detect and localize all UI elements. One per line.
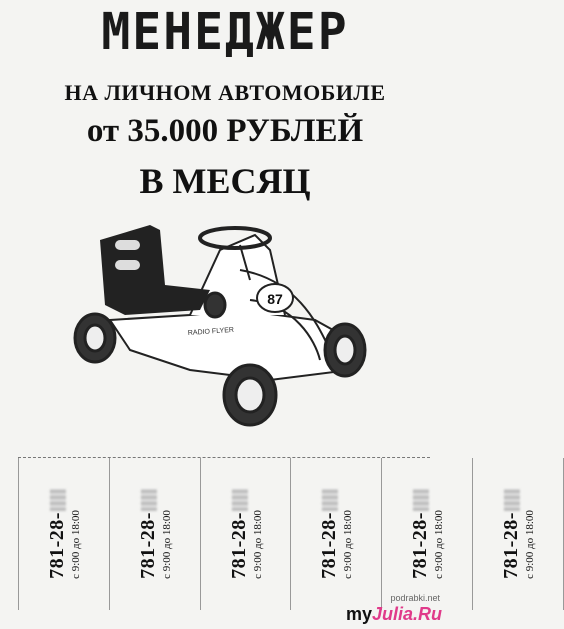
tab-hours: с 9:00 до 18:00 xyxy=(524,510,537,579)
tab-hours: с 9:00 до 18:00 xyxy=(160,510,173,579)
redacted-digits xyxy=(414,489,430,511)
tear-off-tab[interactable] xyxy=(381,458,472,610)
redacted-digits xyxy=(50,489,66,511)
redacted-digits xyxy=(141,489,157,511)
tab-phone: 781-28- xyxy=(46,489,69,579)
watermark-sub: podrabki.net xyxy=(390,593,440,603)
tear-off-tab[interactable] xyxy=(109,458,200,610)
go-kart-illustration xyxy=(70,210,380,440)
tab-hours: с 9:00 до 18:00 xyxy=(342,510,355,579)
kart-number: 87 xyxy=(267,291,283,307)
tab-phone: 781-28- xyxy=(409,489,432,579)
redacted-digits xyxy=(323,489,339,511)
tab-hours: с 9:00 до 18:00 xyxy=(251,510,264,579)
subtitle-car: НА ЛИЧНОМ АВТОМОБИЛЕ xyxy=(64,80,386,105)
watermark-logo: myJulia.Ru xyxy=(345,604,442,624)
tear-off-tab[interactable] xyxy=(290,458,381,610)
kart-brand: RADIO FLYER xyxy=(187,326,235,337)
redacted-digits xyxy=(232,489,248,511)
tab-phone: 781-28- xyxy=(137,489,160,579)
tear-off-tabs xyxy=(18,457,537,610)
tear-off-tab[interactable] xyxy=(200,458,291,610)
tear-off-tab[interactable] xyxy=(472,458,564,610)
period-line: В МЕСЯЦ xyxy=(139,161,311,201)
poster-title: МЕНЕДЖЕР xyxy=(101,2,349,62)
salary-line: от 35.000 РУБЛЕЙ xyxy=(86,113,364,149)
tab-phone: 781-28- xyxy=(228,489,251,579)
tab-phone: 781-28- xyxy=(500,489,523,579)
tear-off-tab[interactable] xyxy=(18,458,109,610)
tab-hours: с 9:00 до 18:00 xyxy=(69,510,82,579)
redacted-digits xyxy=(504,489,520,511)
tab-hours: с 9:00 до 18:00 xyxy=(433,510,446,579)
tab-phone: 781-28- xyxy=(318,489,341,579)
